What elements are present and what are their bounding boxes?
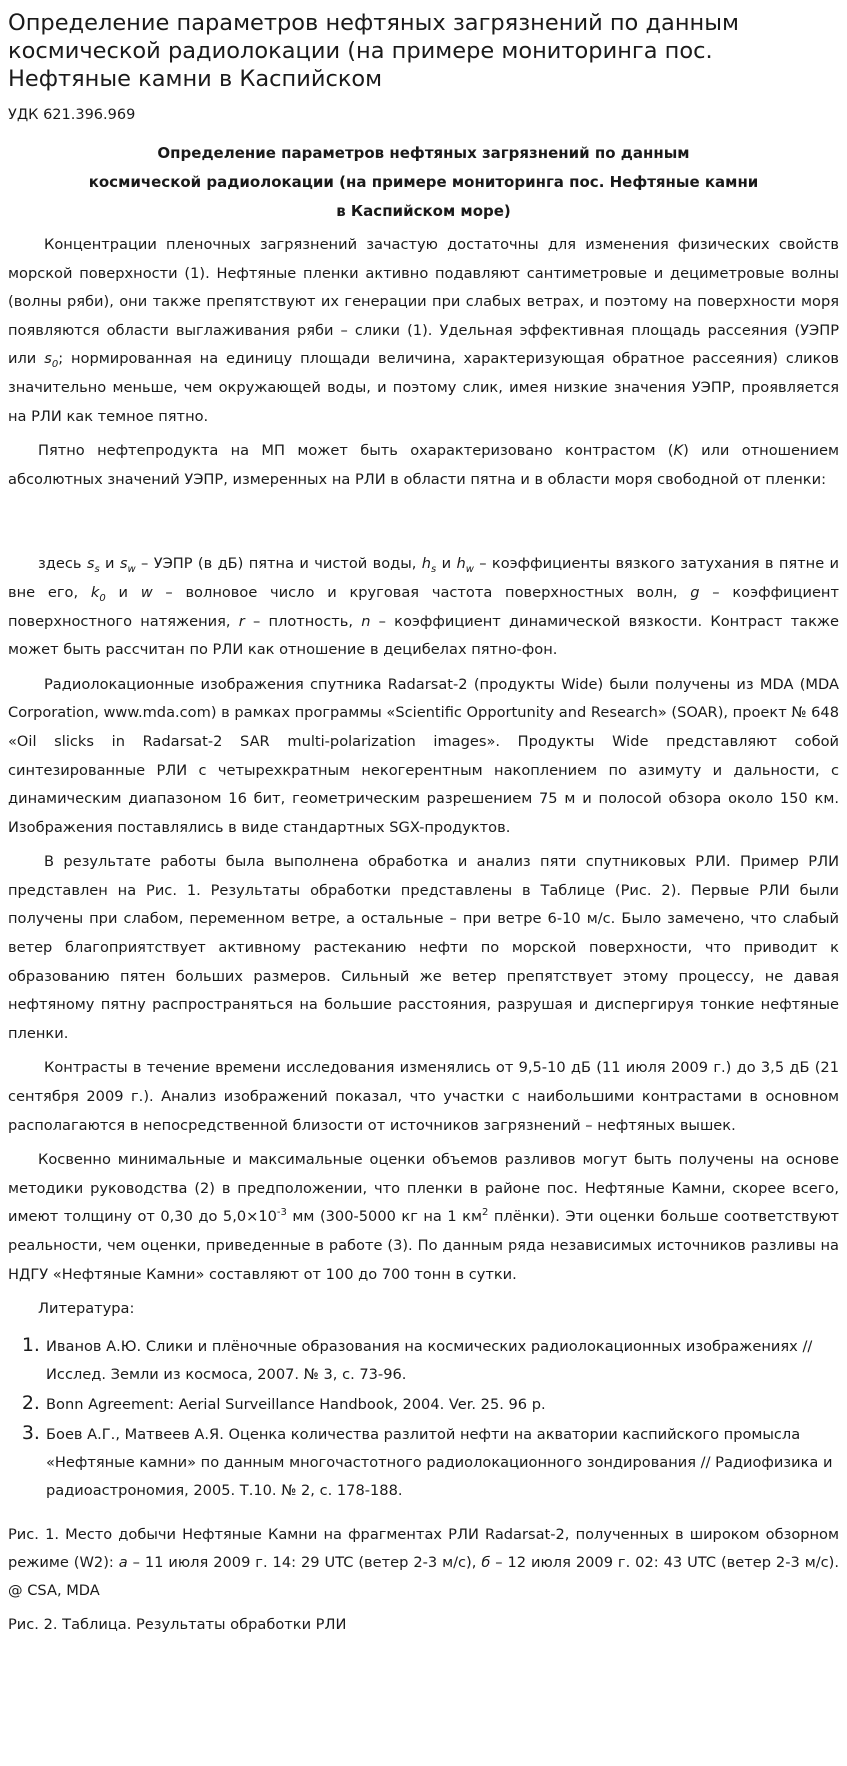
paragraph-1: Концентрации пленочных загрязнений зачастую достаточны для изменения физических свойств морской поверхности (1). Нефтяные пленки активно подавляют сантиметровые и дециметровые волны (волны ряби), они также препятствуют их генерации при слабых ветрах, и поэтому на поверхности моря появляются области выглаживания ряби – слики (1). Удельная эффективная площадь рассеяния (УЭПР или $s_0$; нормированная на единицу площади величина, характеризующая обратное рассеяния) сликов значительно меньше, чем окружающей воды, и поэтому слик, имея низкие значения УЭПР, проявляется на РЛИ как темное пятно. (8, 236, 840, 425)
formula-placeholder (8, 500, 839, 550)
figure-2-caption: Рис. 2. Таблица. Результаты обработки РЛИ (8, 1616, 347, 1634)
paragraph-3: здесь $s_s$ и $s_w$ – УЭПР (в дБ) пятна и чистой воды, $h_s$ и $h_w$ – коэффициенты вязкого затухания в пятне и вне его, $k_0$ и w – волновое число и круговая частота поверхностных волн, g – коэффициент поверхностного натяжения, r – плотность, n – коэффициент динамической вязкости. Контраст также может быть рассчитан по РЛИ как отношение в децибелах пятно-фон. (8, 555, 840, 659)
paragraph-4: Радиолокационные изображения спутника Radarsat-2 (продукты Wide) были получены из MDA (MDA Corporation, www.mda.com) в рамках программы «Scientific Opportunity and Research» (SOAR), проект № 648 «Oil slicks in Radarsat-2 SAR multi-polarization images». Продукты Wide представляют собой синтезированные РЛИ с четырехкратным некогерентным накоплением по азимуту и дальности, с динамическим диапазоном 16 бит, геометрическим разрешением 75 м и полосой обзора около 150 км. Изображения поставлялись в виде стандартных SGX-продуктов. (8, 675, 840, 836)
reference-item: 3. Боев А.Г., Матвеев А.Я. Оценка количества разлитой нефти на акватории каспийского промысла «Нефтяные камни» по данным многочастотного радиолокационного зондирования // Радиофизика и радиоастрономия, 2005. Т.10. № 2, с. 178-188. (46, 1419, 839, 1505)
reference-item: 2. Bonn Agreement: Aerial Surveillance Handbook, 2004. Ver. 25. 96 p. (46, 1389, 839, 1419)
paragraph-2: Пятно нефтепродукта на МП может быть охарактеризовано контрастом (K) или отношением абсолютных значений УЭПР, измеренных на РЛИ в области пятна и в области моря свободной от пленки: (8, 442, 839, 488)
references-list (8, 1331, 839, 1505)
paragraph-5: В результате работы была выполнена обработка и анализ пяти спутниковых РЛИ. Пример РЛИ представлен на Рис. 1. Результаты обработки представлены в Таблице (Рис. 2). Первые РЛИ были получены при слабом, переменном ветре, а остальные – при ветре 6-10 м/с. Было замечено, что слабый ветер благоприятствует активному растеканию нефти по морской поверхности, что приводит к образованию пятен больших размеров. Сильный же ветер препятствует этому процессу, не давая нефтяному пятну распространяться на большие расстояния, разрушая и диспергируя тонкие нефтяные пленки. (8, 853, 839, 1042)
paragraph-6: Контрасты в течение времени исследования изменялись от 9,5-10 дБ (11 июля 2009 г.) до 3,5 дБ (21 сентября 2009 г.). Анализ изображений показал, что участки с наибольшими контрастами в основном располагаются в непосредственной близости от источников загрязнений – нефтяных вышек. (8, 1059, 839, 1134)
paragraph-7: Косвенно минимальные и максимальные оценки объемов разливов могут быть получены на основе методики руководства (2) в предположении, что пленки в районе пос. Нефтяные Камни, скорее всего, имеют толщину от 0,30 до $5,0\times 10^{-3}$ мм (300-5000 кг на 1 $км^2$ плёнки). Эти оценки больше соответствуют реальности, чем оценки, приведенные в работе (3). По данным ряда независимых источников разливы на НДГУ «Нефтяные Камни» составляют от 100 до 700 тонн в сутки. (8, 1151, 839, 1283)
references-heading: Литература: (38, 1300, 135, 1318)
article-title-line-1: Определение параметров нефтяных загрязнений по данным (157, 144, 690, 162)
page-title: Определение параметров нефтяных загрязнений по данным космической радиолокации (на примере мониторинга пос. Нефтяные камни в Каспийском (8, 10, 739, 92)
figure-1-caption: Рис. 1. Место добычи Нефтяные Камни на фрагментах РЛИ Radarsat-2, полученных в широком обзорном режиме (W2): а – 11 июля 2009 г. 14: 29 UTC (ветер 2-3 м/с), б – 12 июля 2009 г. 02: 43 UTC (ветер 2-3 м/с). @ CSA, MDA (8, 1526, 839, 1600)
article-title (8, 139, 839, 226)
udk-code: УДК 621.396.969 (8, 107, 136, 123)
article-title-line-2: космической радиолокации (на примере мониторинга пос. Нефтяные камни (88, 173, 759, 191)
reference-item: 1. Иванов А.Ю. Слики и плёночные образования на космических радиолокационных изображениях // Исслед. Земли из космоса, 2007. № 3, с. 73-96. (46, 1331, 839, 1389)
article-title-line-3: в Каспийском море) (336, 202, 511, 220)
